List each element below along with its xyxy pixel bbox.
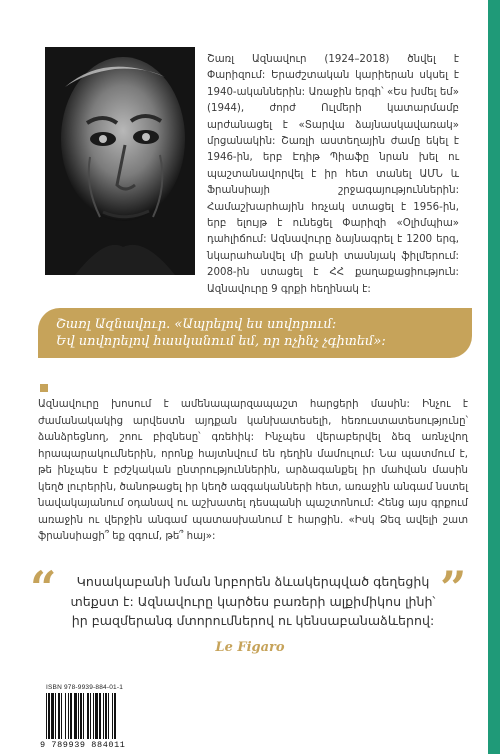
press-review-source: Le Figaro: [215, 640, 285, 655]
author-portrait-photo: [45, 47, 195, 275]
author-quote-banner: [38, 308, 472, 358]
close-quote-mark: ”: [440, 561, 467, 615]
barcode-digits: 9 789939 884011: [40, 740, 126, 750]
isbn-barcode-block: [40, 684, 150, 754]
barcode-image: [40, 693, 150, 741]
press-review-quote: Կոսակաբանի նման նրբորեն ձևակերպված գեղեցիկ տեքստ է: Ազնավուրը կարծես բառերի ալքիմիկոս լինի՝ իր բազմերանգ մտորումներով ու կենսաբանաձևերով:: [70, 574, 436, 628]
author-quote-line-1: Շառլ Ազնավուր. «Ապրելով ես սովորում:: [56, 317, 337, 332]
open-quote-mark: “: [30, 561, 57, 615]
author-quote-line-2: Եվ սովորելով հասկանում եմ, որ ոչինչ չգիտեմ»:: [56, 334, 386, 349]
section-bullet-marker: [40, 384, 48, 392]
isbn-text: ISBN 978-9939-884-01-1: [46, 684, 124, 691]
author-biography: Շառլ Ազնավուր (1924–2018) ծնվել է Փարիզում: Երաժշտական կարիերան սկսել է 1940-ականներին: Առաջին երգի՝ «Ես խմել եմ» (1944), ժորժ Ուլմերի կատարմամբ արժանացել է «Տարվա ձայնասկավառակ» մրցանակին: Շառլի աստեղային ժամը եկել է 1946-ին, երբ Էդիթ Պիաֆը նրան խել ու պաշտանավորվել է իր հետ տանել ԱՄՆ և Ֆրանսիայի շրջագայություններին: Համաշխարհային հռչակ ստացել է 1956-ին, երբ ելույթ է ունեցել Փարիզի «Օլիմպիա» դահլիճում: Ազնավուրը ձայնագրել է 1200 երգ, նկարահանվել մի քանի տասնյակ ֆիլմերում: 2008-ին ստացել է ՀՀ քաղաքացիություն: Ազնավուրը 9 գրքի հեղինակ է:: [207, 54, 459, 295]
book-description: Ազնավուրը խոսում է ամենապարզապաշտ հարցերի մասին: Ինչու է ժամանակակից արվեստն այդքան կանխատեսելի, հեռուստատեսությունը՝ ձանձրեցնող, շոու բիզնեսը՝ գռեհիկ: Ինչպես վերաբերվել ձեզ առնչվող հրապարակումներին, որոնք հայտնվում են դեղին մամուլում: Նա պատմում է, թե ինչպես է բժշկական ընտրություններին, արձագանքել իր մահվան մասին կեղծ լուրերին, ծանոթացել իր կեղծ ազգականների հետ, առաջին անգամ նստել նավակայանում օդանավ ու աշխատել դեսպանի պաշտոնում: Հենց այս գրքում առաջին ու վերջին անգամ պատասխանում է հարցին. «Իսկ Ձեզ ավելի շատ ֆրանսիացի՞ եք զգում, թե՞ հայ»:: [38, 399, 468, 542]
